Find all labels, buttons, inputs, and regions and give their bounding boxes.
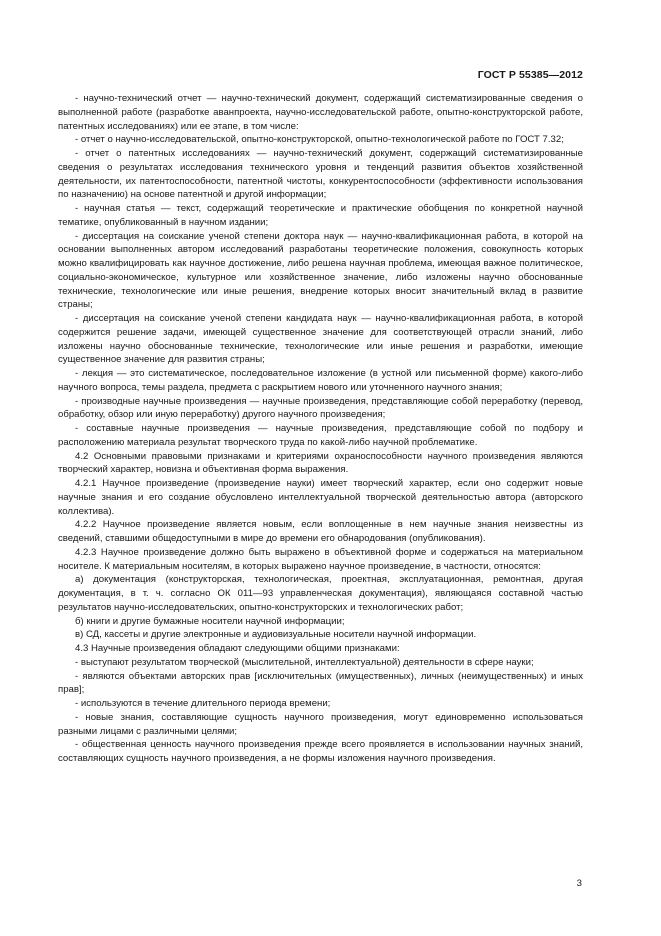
paragraph-4-2: 4.2 Основными правовыми признаками и критериями охраноспособности научного произведения являются творческий характер, новизна и объективная форма выражения. — [58, 450, 583, 476]
paragraph-candidate-dissertation: - диссертация на соискание ученой степени кандидата наук — научно-квалификационная работа, в которой содержится решение задачи, имеющей существенное значение для соответствующей отрасли знаний, либо изложены научно обоснованные технические, технологические или иные решения и разработки, имеющие существенное значение для развития страны; — [58, 313, 583, 366]
paragraph-lecture: - лекция — это систематическое, последовательное изложение (в устной или письменной форме) какого-либо научного вопроса, темы раздела, предмета с раскрытием нового или уточненного научного знания; — [58, 368, 583, 393]
list-item-v: в) СД, кассеты и другие электронные и аудиовизуальные носители научной информации. — [75, 629, 477, 641]
feature-copyright-object: - являются объектами авторских прав [исключительных (имущественных), личных (неимущественных) и иных прав]; — [58, 670, 583, 696]
paragraph-4-2-3: 4.2.3 Научное произведение должно быть выражено в объективной форме и содержаться на материальном носителе. К материальным носителям, в которых выражено научное произведение, в частности, относятся: — [58, 546, 583, 572]
paragraph-doctoral-dissertation: - диссертация на соискание ученой степени доктора наук — научно-квалификационная работа, в которой на основании выполненных автором исследований разработаны теоретические положения, совокупность которых можно квалифицировать как научное достижение, либо решена научная проблема, имеющая важное политическое, социально-экономическое, культурное или хозяйственное значение, либо изложены научно обоснованные технические, технологические или иные решения, внедрение которых вносит значительный вклад в развитие страны; — [58, 230, 583, 311]
feature-simultaneous-use: - новые знания, составляющие сущность научного произведения, могут единовременно использоваться разными лицами с различными целями; — [58, 711, 583, 737]
paragraph-research-report: - отчет о научно-исследовательской, опытно-конструкторской, опытно-технологической работе по ГОСТ 7.32; — [75, 134, 564, 146]
list-item-a: а) документация (конструкторская, технологическая, проектная, эксплуатационная, ремонтная, другая документация, в т. ч. согласно ОК 011—93 управленческая документация), являющаяся составной частью результатов научно-исследовательских, опытно-конструкторских и технологических работ; — [58, 574, 583, 613]
feature-social-value: - общественная ценность научного произведения прежде всего проявляется в использовании научных знаний, составляющих сущность научного произведения, а не формы изложения научного произведения. — [58, 739, 583, 764]
feature-creative-result: - выступают результатом творческой (мыслительной, интеллектуальной) деятельности в сфере науки; — [75, 656, 534, 668]
paragraph-report-definition: - научно-технический отчет — научно-технический документ, содержащий систематизированные сведения о выполненной работе (разработке аванпроекта, научно-исследовательской работе, опытно-конструкторской работе, патентных исследованиях) или ее этапе, в том числе: — [58, 93, 583, 132]
paragraph-derivative-works: - производные научные произведения — научные произведения, представляющие собой переработку (перевод, обработку, обзор или иную переработку) другого научного произведения; — [58, 395, 583, 421]
paragraph-patent-report: - отчет о патентных исследованиях — научно-технический документ, содержащий систематизированные сведения о результатах исследования технического уровня и тенденций развития объектов хозяйственной деятельности, их патентоспособности, патентной чистоты, конкурентоспособности (эффективности использования по назначению) на основе патентной и другой информации; — [58, 148, 583, 201]
feature-long-use: - используются в течение длительного периода времени; — [75, 698, 331, 709]
list-item-b: б) книги и другие бумажные носители научной информации; — [75, 615, 345, 627]
paragraph-4-2-2: 4.2.2 Научное произведение является новым, если воплощенные в нем научные знания неизвестны из сведений, ставшими общедоступными в мире до времени его обнародования (опубликования). — [58, 519, 583, 544]
paragraph-4-3: 4.3 Научные произведения обладают следующими общими признаками: — [75, 643, 400, 654]
page-number: 3 — [576, 878, 582, 889]
document-body — [58, 92, 583, 766]
paragraph-4-2-1: 4.2.1 Научное произведение (произведение науки) имеет творческий характер, если оно содержит новые научные знания и его создание обусловлено интеллектуальной творческой деятельностью автора (авторского коллектива). — [58, 478, 583, 517]
paragraph-composite-works: - составные научные произведения — научные произведения, представляющие собой по подбору и расположению материала результат творческого труда по какой-либо научной проблематике. — [58, 423, 583, 448]
paragraph-scientific-article: - научная статья — текст, содержащий теоретические и практические обобщения по конкретной научной тематике, опубликованный в научном издании; — [58, 203, 583, 228]
standard-designation: ГОСТ Р 55385—2012 — [477, 69, 583, 81]
